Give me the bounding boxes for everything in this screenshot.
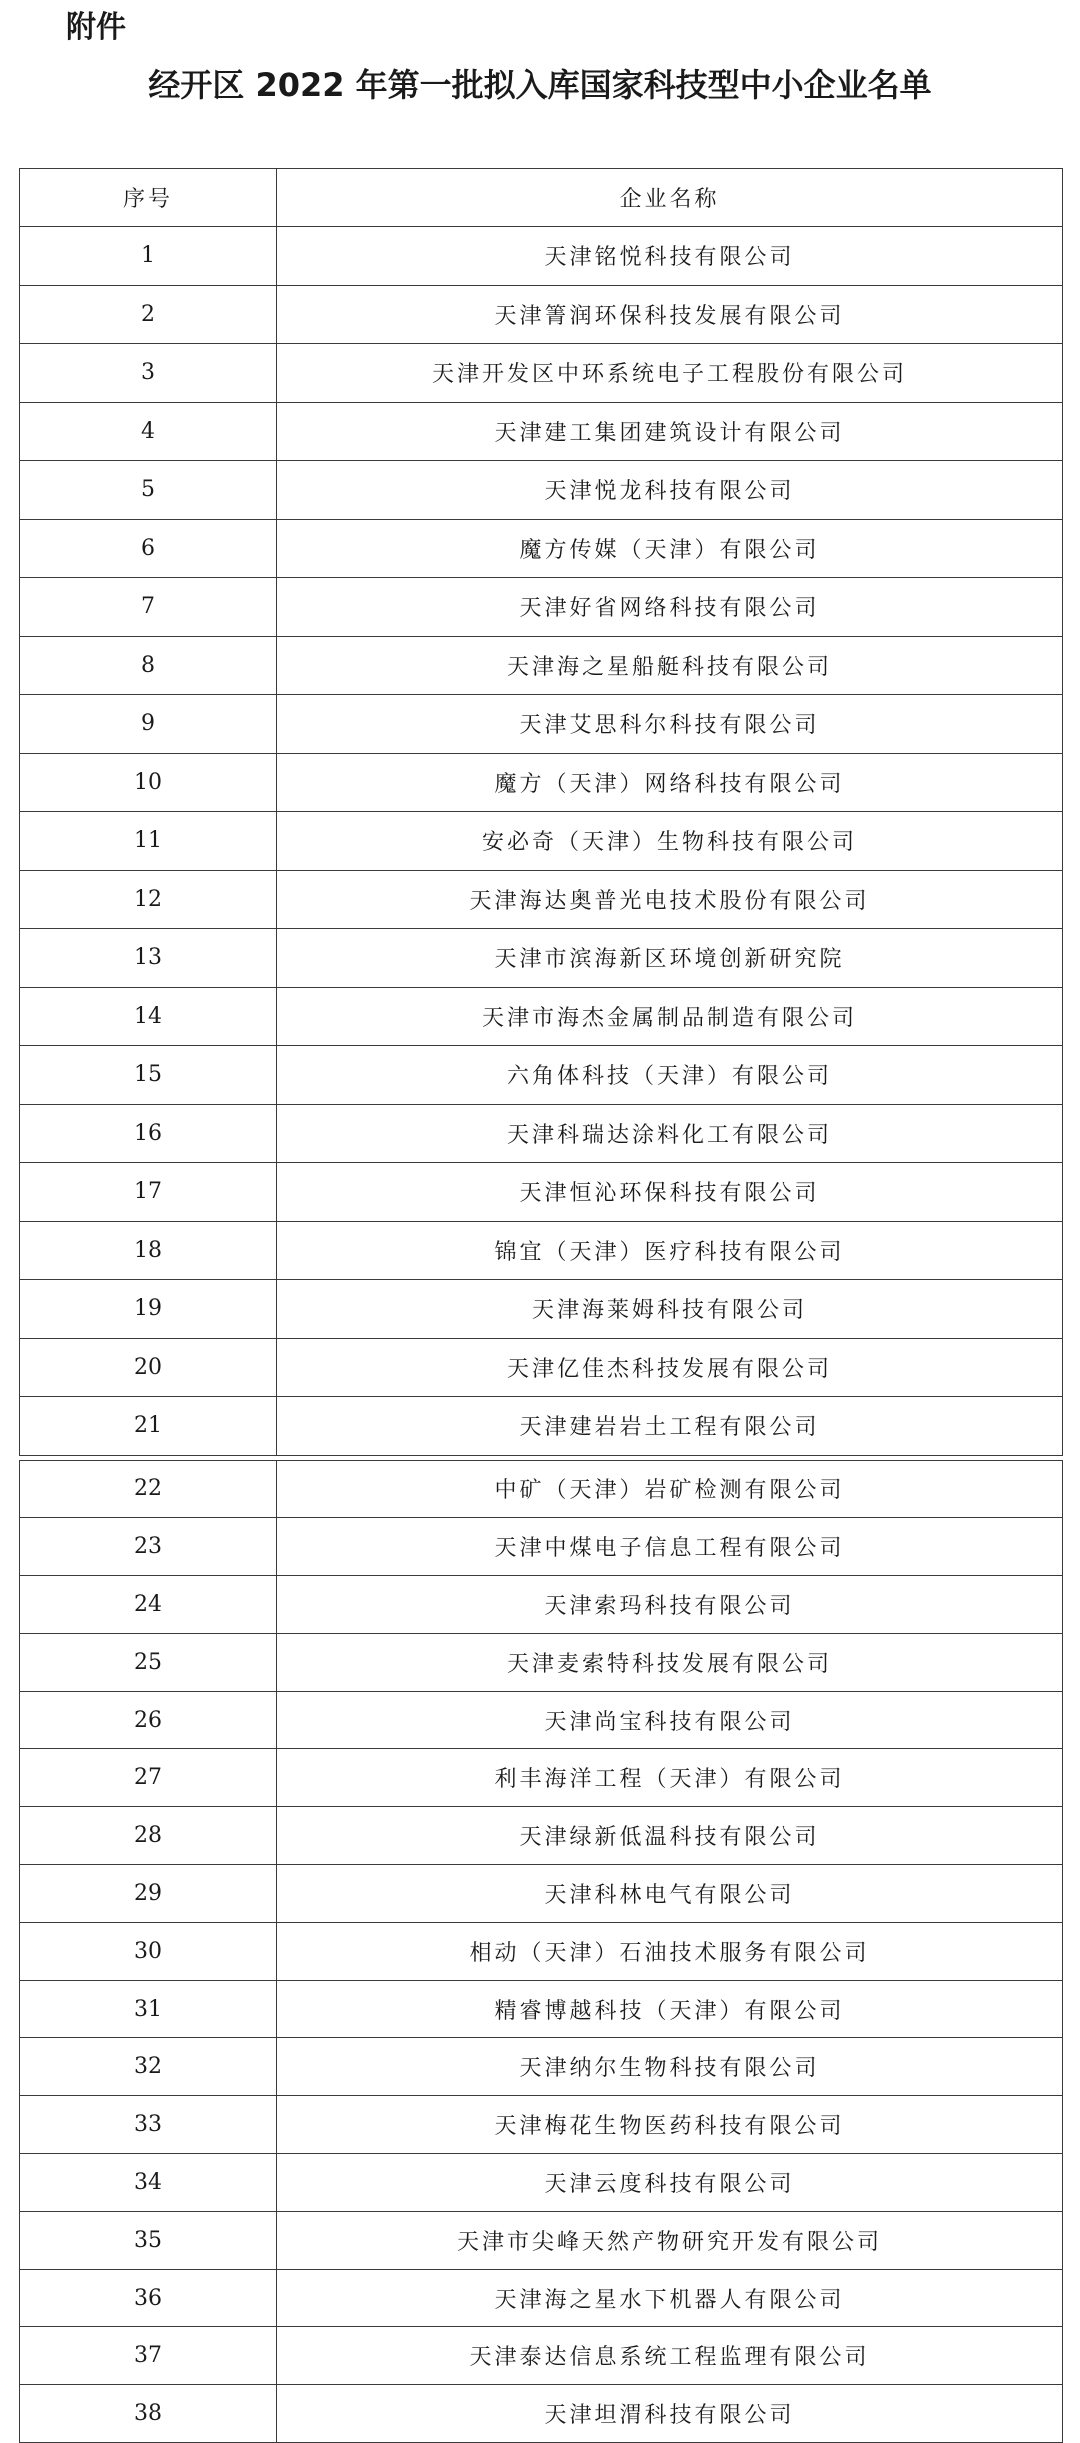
table-row [20, 695, 1063, 754]
serial-number-cell: 5 [20, 461, 277, 520]
serial-number-cell: 26 [20, 1691, 277, 1749]
table-row [20, 636, 1063, 695]
company-name-cell: 天津艾思科尔科技有限公司 [277, 695, 1063, 754]
table-row [20, 1633, 1063, 1691]
company-name-cell: 天津中煤电子信息工程有限公司 [277, 1518, 1063, 1576]
table-row [20, 461, 1063, 520]
table-row [20, 2211, 1063, 2269]
serial-number-cell: 23 [20, 1518, 277, 1576]
serial-number-cell: 28 [20, 1807, 277, 1865]
table-row [20, 1807, 1063, 1865]
serial-number-cell: 25 [20, 1633, 277, 1691]
table-row [20, 1980, 1063, 2038]
table-row [20, 987, 1063, 1046]
serial-number-cell: 12 [20, 870, 277, 929]
table-row [20, 1922, 1063, 1980]
company-name-cell: 天津尚宝科技有限公司 [277, 1691, 1063, 1749]
table-row [20, 2327, 1063, 2385]
serial-number-cell: 36 [20, 2269, 277, 2327]
serial-number-cell: 11 [20, 812, 277, 871]
table-row [20, 285, 1063, 344]
company-name-cell: 安必奇（天津）生物科技有限公司 [277, 812, 1063, 871]
company-name-cell: 六角体科技（天津）有限公司 [277, 1046, 1063, 1105]
serial-number-cell: 10 [20, 753, 277, 812]
table-row [20, 2154, 1063, 2212]
company-name-cell: 天津恒沁环保科技有限公司 [277, 1163, 1063, 1222]
serial-number-cell: 7 [20, 578, 277, 637]
enterprise-table [19, 168, 1063, 2443]
table-row [20, 2096, 1063, 2154]
serial-number-cell: 21 [20, 1397, 277, 1456]
serial-number-cell: 18 [20, 1221, 277, 1280]
company-name-cell: 天津麦索特科技发展有限公司 [277, 1633, 1063, 1691]
table-row [20, 1518, 1063, 1576]
table-row [20, 1691, 1063, 1749]
table-row [20, 1338, 1063, 1397]
table-row [20, 1460, 1063, 1518]
company-name-cell: 天津市尖峰天然产物研究开发有限公司 [277, 2211, 1063, 2269]
serial-number-cell: 35 [20, 2211, 277, 2269]
company-name-cell: 天津悦龙科技有限公司 [277, 461, 1063, 520]
company-name-cell: 天津开发区中环系统电子工程股份有限公司 [277, 344, 1063, 403]
table-row [20, 402, 1063, 461]
table-row [20, 2038, 1063, 2096]
company-name-cell: 天津坦渭科技有限公司 [277, 2385, 1063, 2443]
serial-number-cell: 4 [20, 402, 277, 461]
company-name-cell: 中矿（天津）岩矿检测有限公司 [277, 1460, 1063, 1518]
serial-number-cell: 8 [20, 636, 277, 695]
serial-number-cell: 1 [20, 227, 277, 286]
table-header-row [20, 169, 1063, 227]
serial-number-cell: 37 [20, 2327, 277, 2385]
company-name-cell: 天津箐润环保科技发展有限公司 [277, 285, 1063, 344]
table-row [20, 1397, 1063, 1456]
company-name-cell: 利丰海洋工程（天津）有限公司 [277, 1749, 1063, 1807]
company-name-cell: 天津海达奥普光电技术股份有限公司 [277, 870, 1063, 929]
serial-number-cell: 19 [20, 1280, 277, 1339]
company-name-cell: 天津云度科技有限公司 [277, 2154, 1063, 2212]
serial-number-cell: 17 [20, 1163, 277, 1222]
company-name-cell: 天津科林电气有限公司 [277, 1865, 1063, 1923]
table-row [20, 870, 1063, 929]
serial-number-cell: 15 [20, 1046, 277, 1105]
table-row [20, 1576, 1063, 1634]
serial-number-cell: 31 [20, 1980, 277, 2038]
serial-number-cell: 2 [20, 285, 277, 344]
table-row [20, 929, 1063, 988]
serial-number-cell: 9 [20, 695, 277, 754]
serial-number-cell: 14 [20, 987, 277, 1046]
table-row [20, 1280, 1063, 1339]
serial-number-cell: 6 [20, 519, 277, 578]
company-name-cell: 天津泰达信息系统工程监理有限公司 [277, 2327, 1063, 2385]
table-row [20, 1163, 1063, 1222]
company-name-cell: 天津建岩岩土工程有限公司 [277, 1397, 1063, 1456]
table-row [20, 812, 1063, 871]
table-body [20, 227, 1063, 2443]
company-name-cell: 天津亿佳杰科技发展有限公司 [277, 1338, 1063, 1397]
serial-number-cell: 20 [20, 1338, 277, 1397]
table-row [20, 1221, 1063, 1280]
company-name-cell: 相动（天津）石油技术服务有限公司 [277, 1922, 1063, 1980]
company-name-cell: 魔方（天津）网络科技有限公司 [277, 753, 1063, 812]
company-name-cell: 天津海之星船艇科技有限公司 [277, 636, 1063, 695]
company-name-cell: 天津好省网络科技有限公司 [277, 578, 1063, 637]
company-name-cell: 天津梅花生物医药科技有限公司 [277, 2096, 1063, 2154]
company-name-cell: 天津纳尔生物科技有限公司 [277, 2038, 1063, 2096]
column-header-serial: 序号 [20, 169, 277, 227]
company-name-cell: 天津市海杰金属制品制造有限公司 [277, 987, 1063, 1046]
company-name-cell: 天津铭悦科技有限公司 [277, 227, 1063, 286]
company-name-cell: 天津海之星水下机器人有限公司 [277, 2269, 1063, 2327]
company-name-cell: 魔方传媒（天津）有限公司 [277, 519, 1063, 578]
table-row [20, 1104, 1063, 1163]
company-name-cell: 天津索玛科技有限公司 [277, 1576, 1063, 1634]
serial-number-cell: 30 [20, 1922, 277, 1980]
company-name-cell: 天津建工集团建筑设计有限公司 [277, 402, 1063, 461]
page-title: 经开区 2022 年第一批拟入库国家科技型中小企业名单 [148, 66, 932, 104]
table-row [20, 2269, 1063, 2327]
serial-number-cell: 13 [20, 929, 277, 988]
company-name-cell: 精睿博越科技（天津）有限公司 [277, 1980, 1063, 2038]
serial-number-cell: 34 [20, 2154, 277, 2212]
table-row [20, 753, 1063, 812]
company-name-cell: 天津市滨海新区环境创新研究院 [277, 929, 1063, 988]
table-row [20, 1749, 1063, 1807]
serial-number-cell: 24 [20, 1576, 277, 1634]
table-row [20, 578, 1063, 637]
serial-number-cell: 29 [20, 1865, 277, 1923]
table-row [20, 344, 1063, 403]
serial-number-cell: 27 [20, 1749, 277, 1807]
company-name-cell: 天津绿新低温科技有限公司 [277, 1807, 1063, 1865]
serial-number-cell: 22 [20, 1460, 277, 1518]
serial-number-cell: 3 [20, 344, 277, 403]
serial-number-cell: 16 [20, 1104, 277, 1163]
table-row [20, 519, 1063, 578]
table-row [20, 1046, 1063, 1105]
serial-number-cell: 38 [20, 2385, 277, 2443]
column-header-company: 企业名称 [277, 169, 1063, 227]
company-name-cell: 天津科瑞达涂料化工有限公司 [277, 1104, 1063, 1163]
attachment-label: 附件 [66, 10, 126, 45]
company-name-cell: 锦宜（天津）医疗科技有限公司 [277, 1221, 1063, 1280]
serial-number-cell: 32 [20, 2038, 277, 2096]
company-name-cell: 天津海莱姆科技有限公司 [277, 1280, 1063, 1339]
serial-number-cell: 33 [20, 2096, 277, 2154]
table-row [20, 1865, 1063, 1923]
table-row [20, 227, 1063, 286]
